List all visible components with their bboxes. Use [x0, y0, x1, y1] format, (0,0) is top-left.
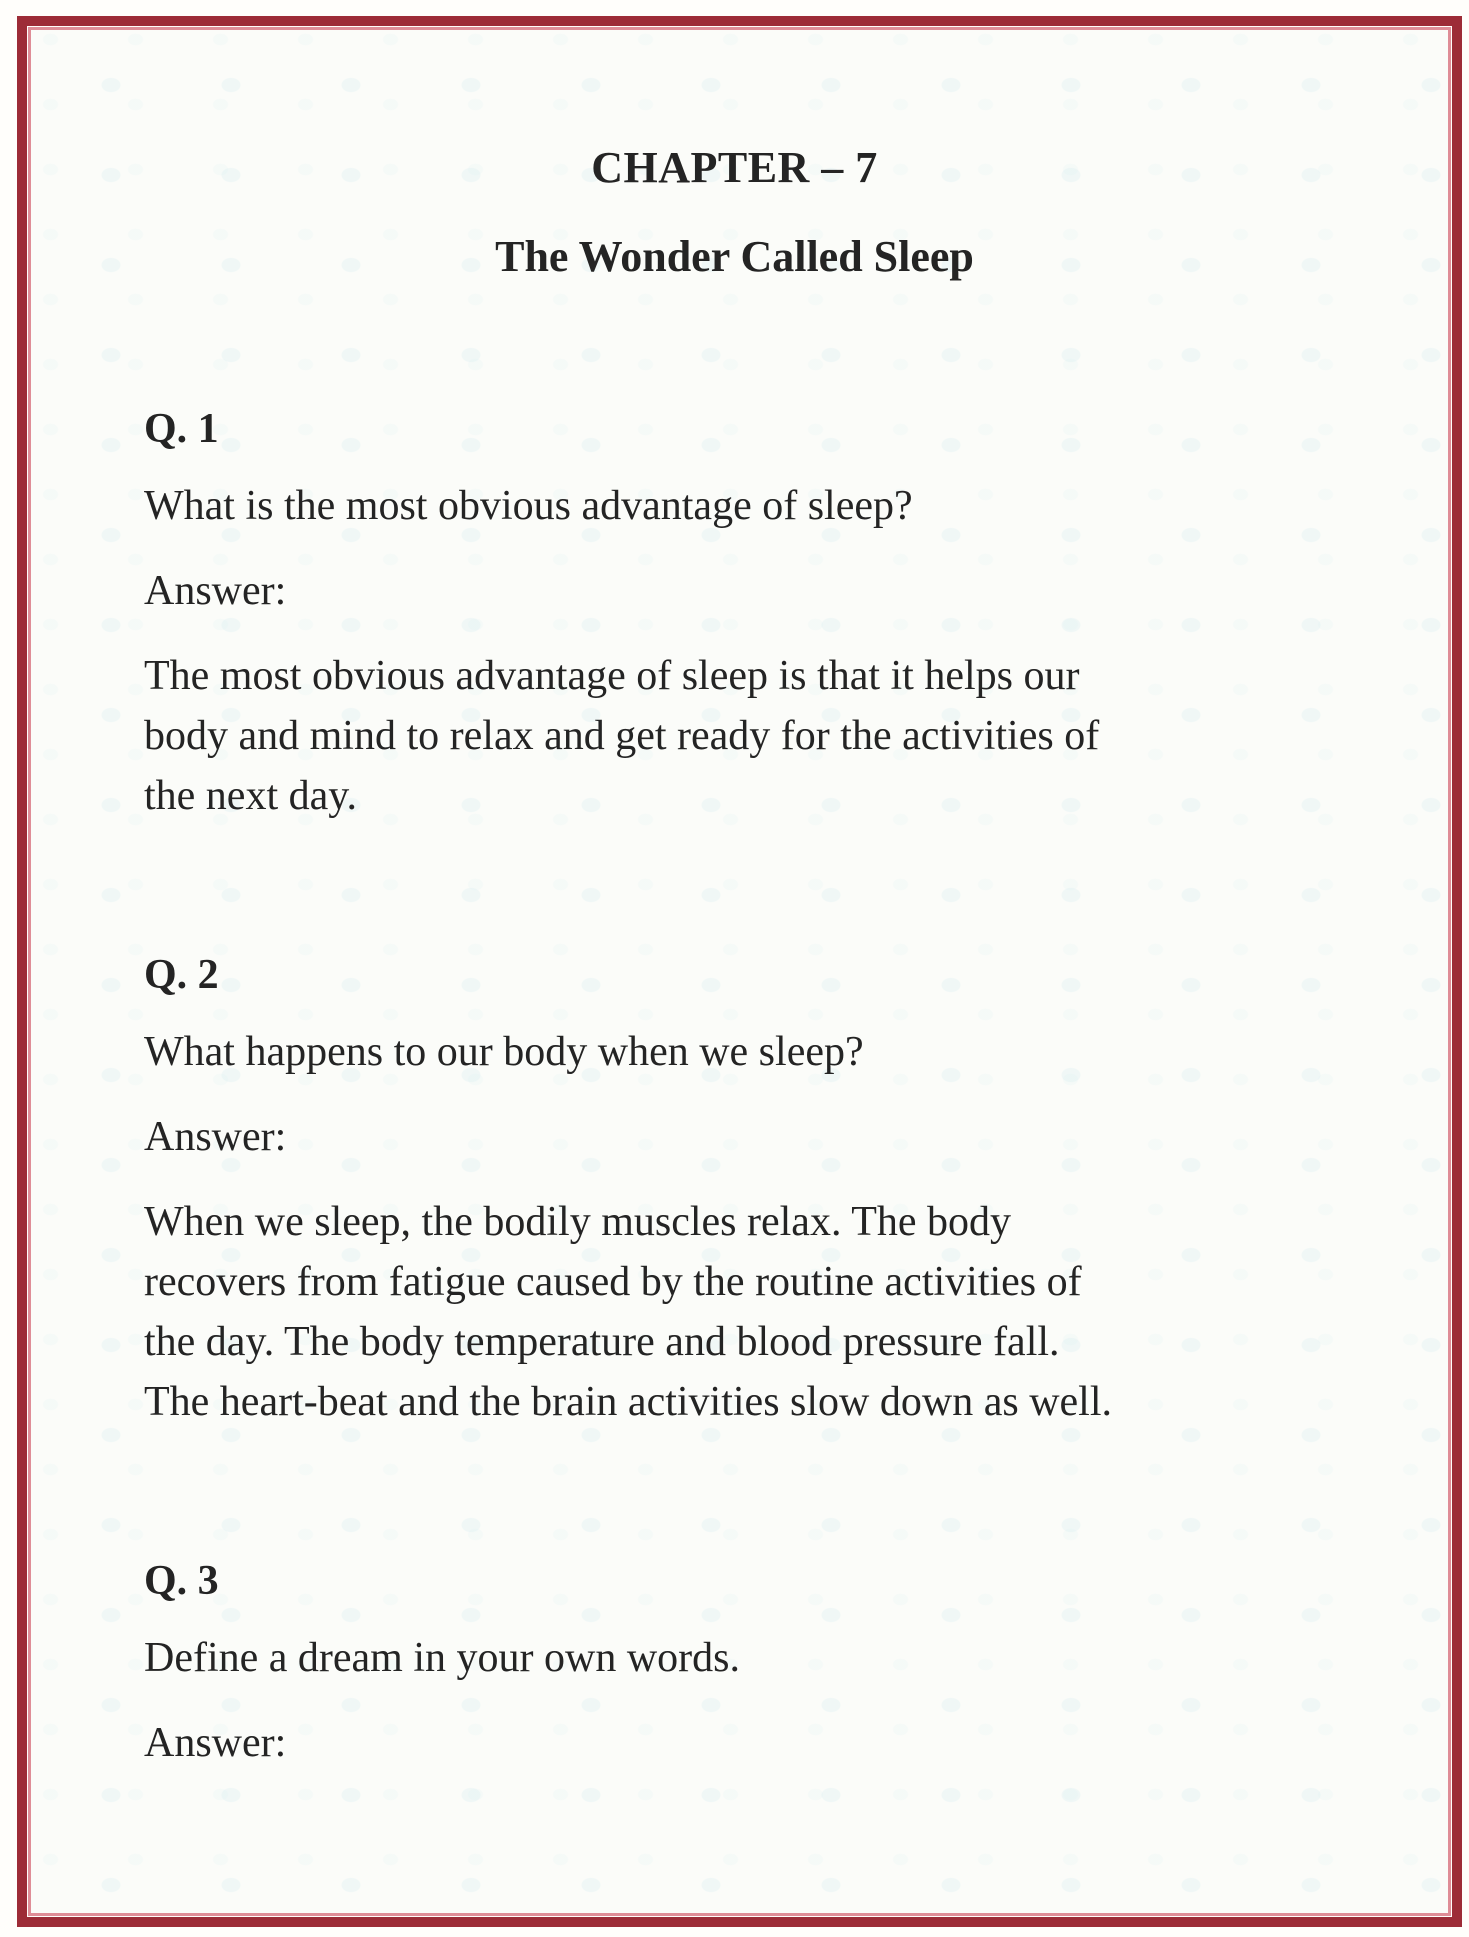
answer-line: body and mind to relax and get ready for the activities of: [144, 713, 1100, 759]
question-block-2: [144, 952, 1325, 1432]
question-2-answer-paragraph: [144, 1192, 1325, 1432]
page-border: [17, 16, 1462, 1927]
chapter-subtitle: The Wonder Called Sleep: [495, 232, 974, 281]
answer-line: When we sleep, the bodily muscles relax. The body: [144, 1199, 1011, 1245]
question-2-text: What happens to our body when we sleep?: [144, 1029, 864, 1075]
page-inner-border: [28, 27, 1451, 1916]
question-1-text: What is the most obvious advantage of sleep?: [144, 483, 913, 529]
question-block-1: [144, 406, 1325, 826]
answer-line: recovers from fatigue caused by the routine activities of: [144, 1259, 1082, 1305]
question-3-label: Q. 3: [144, 1558, 219, 1604]
question-3-text: Define a dream in your own words.: [144, 1635, 740, 1681]
question-1-answer-label: Answer:: [144, 568, 287, 614]
answer-line: the day. The body temperature and blood pressure fall.: [144, 1319, 1060, 1365]
question-block-3: [144, 1558, 1325, 1767]
question-2-label: Q. 2: [144, 952, 219, 998]
answer-line: The most obvious advantage of sleep is that it helps our: [144, 653, 1080, 699]
question-1-answer-paragraph: [144, 646, 1325, 826]
question-3-answer-label: Answer:: [144, 1720, 287, 1766]
question-2-answer-label: Answer:: [144, 1114, 287, 1160]
answer-line: The heart-beat and the brain activities slow down as well.: [144, 1379, 1113, 1425]
page-content: [31, 30, 1448, 1913]
answer-line: the next day.: [144, 773, 358, 819]
question-1-label: Q. 1: [144, 406, 219, 452]
chapter-heading: CHAPTER – 7: [591, 143, 878, 192]
